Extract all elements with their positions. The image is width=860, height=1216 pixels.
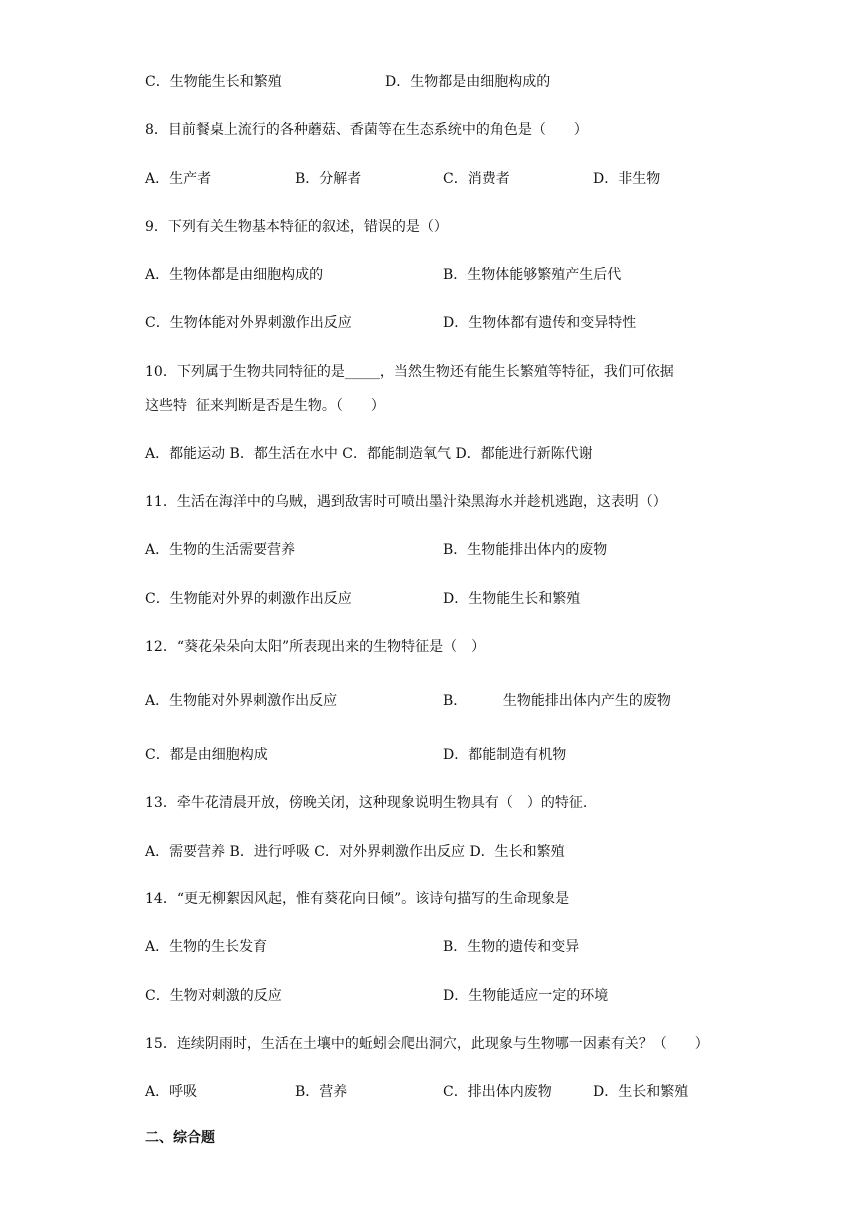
q14-option-b: B．生物的遗传和变异 bbox=[443, 939, 580, 955]
q9-option-a: A．生物体都是由细胞构成的 bbox=[145, 267, 324, 283]
q7-option-c: C．生物能生长和繁殖 bbox=[145, 74, 282, 90]
q9-option-d: D．生物体都有遗传和变异特性 bbox=[443, 315, 637, 331]
q15-stem: 15．连续阴雨时，生活在土壤中的蚯蚓会爬出洞穴，此现象与生物哪一因素有关？（ ） bbox=[145, 1036, 709, 1052]
q14-option-a: A．生物的生长发育 bbox=[145, 939, 268, 955]
section-heading: 二、综合题 bbox=[145, 1130, 215, 1146]
q14-option-d: D．生物能适应一定的环境 bbox=[443, 988, 609, 1004]
q11-option-d: D．生物能生长和繁殖 bbox=[443, 591, 581, 607]
q8-option-b: B．分解者 bbox=[295, 171, 362, 187]
q13-options: A．需要营养 B．进行呼吸 C．对外界刺激作出反应 D．生长和繁殖 bbox=[145, 844, 565, 860]
q15-option-a: A．呼吸 bbox=[145, 1084, 198, 1100]
q11-option-a: A．生物的生活需要营养 bbox=[145, 542, 296, 558]
q14-stem: 14．“更无柳絮因风起，惟有葵花向日倾”。该诗句描写的生命现象是 bbox=[145, 891, 570, 907]
q9-option-c: C．生物体能对外界刺激作出反应 bbox=[145, 315, 352, 331]
q15-option-d: D．生长和繁殖 bbox=[593, 1084, 689, 1100]
q15-option-b: B．营养 bbox=[295, 1084, 348, 1100]
q15-option-c: C．排出体内废物 bbox=[443, 1084, 552, 1100]
q9-option-b: B．生物体能够繁殖产生后代 bbox=[443, 267, 622, 283]
q9-stem: 9．下列有关生物基本特征的叙述，错误的是（） bbox=[145, 219, 448, 235]
q11-option-c: C．生物能对外界的刺激作出反应 bbox=[145, 591, 352, 607]
q8-option-c: C．消费者 bbox=[443, 171, 510, 187]
q8-option-a: A．生产者 bbox=[145, 171, 212, 187]
q14-option-c: C．生物对刺激的反应 bbox=[145, 988, 282, 1004]
q8-option-d: D．非生物 bbox=[593, 171, 661, 187]
q10-options: A．都能运动 B．都生活在水中 C．都能制造氧气 D．都能进行新陈代谢 bbox=[145, 446, 593, 462]
q12-option-b: B． 生物能排出体内产生的废物 bbox=[443, 693, 671, 709]
q8-stem: 8．目前餐桌上流行的各种蘑菇、香菌等在生态系统中的角色是（ ） bbox=[145, 122, 588, 138]
q10-stem-line2: 这些特 征来判断是否是生物。（ ） bbox=[145, 398, 385, 414]
q12-option-d: D．都能制造有机物 bbox=[443, 747, 567, 763]
q7-option-d: D．生物都是由细胞构成的 bbox=[385, 74, 551, 90]
q12-stem: 12．“葵花朵朵向太阳”所表现出来的生物特征是（ ） bbox=[145, 639, 486, 655]
q11-stem: 11．生活在海洋中的乌贼，遇到敌害时可喷出墨汁染黑海水并趁机逃跑，这表明（） bbox=[145, 494, 667, 510]
q10-stem-line1: 10．下列属于生物共同特征的是_____，当然生物还有能生长繁殖等特征，我们可依据 bbox=[145, 364, 674, 380]
q11-option-b: B．生物能排出体内的废物 bbox=[443, 542, 608, 558]
q12-option-a: A．生物能对外界刺激作出反应 bbox=[145, 693, 338, 709]
q12-option-c: C．都是由细胞构成 bbox=[145, 747, 268, 763]
q13-stem: 13．牵牛花清晨开放，傍晚关闭，这种现象说明生物具有（ ）的特征. bbox=[145, 795, 588, 811]
